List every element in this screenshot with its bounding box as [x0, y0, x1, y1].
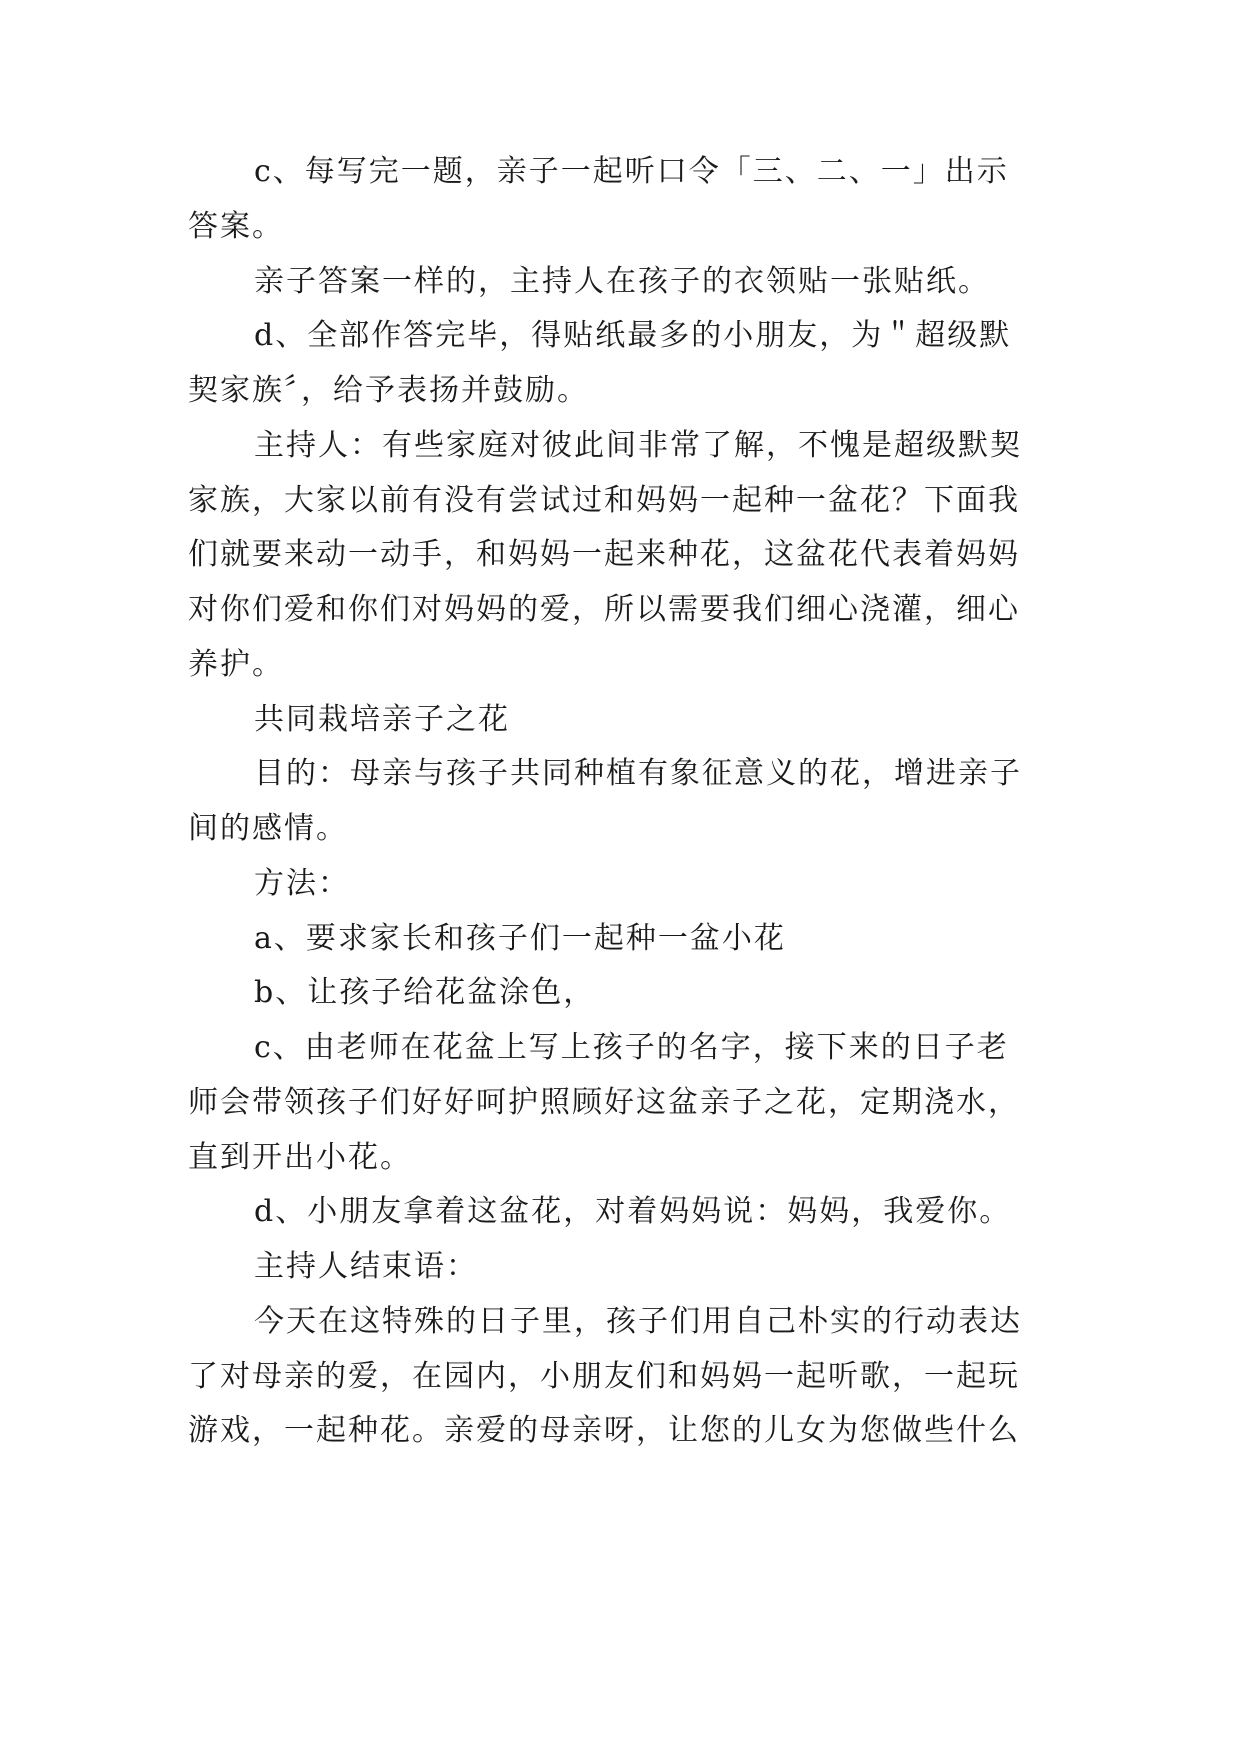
text-line: c、每写完一题，亲子一起听口令「三、二、一」出示	[254, 154, 1009, 189]
text-line: 们就要来动一动手，和妈妈一起来种花，这盆花代表着妈妈	[188, 537, 1020, 573]
text-line: 方法：	[254, 865, 350, 901]
text-line: 对你们爱和你们对妈妈的爱，所以需要我们细心浇灌，细心	[188, 592, 1020, 627]
text-line: 师会带领孩子们好好呵护照顾好这盆亲子之花，定期浇水，	[188, 1084, 1020, 1120]
text-line: a、要求家长和孩子们一起种一盆小花	[254, 920, 786, 956]
text-line: 直到开出小花。	[188, 1139, 412, 1175]
text-line: 养护。	[188, 646, 284, 682]
text-line: 亲子答案一样的，主持人在孩子的衣领贴一张贴纸。	[254, 263, 990, 299]
text-line: 主持人结束语：	[254, 1249, 478, 1284]
text-line: 家族，大家以前有没有尝试过和妈妈一起种一盆花？下面我	[188, 482, 1020, 518]
text-line: 共同栽培亲子之花	[254, 701, 510, 737]
text-line: d、全部作答完毕，得贴纸最多的小朋友，为＂超级默	[254, 318, 1012, 354]
text-line: 游戏，一起种花。亲爱的母亲呀，让您的儿女为您做些什么	[188, 1413, 1020, 1449]
text-line: 了对母亲的爱，在园内，小朋友们和妈妈一起听歌，一起玩	[188, 1358, 1020, 1394]
text-line: 间的感情。	[188, 811, 348, 846]
text-line: 契家族〞，给予表扬并鼓励。	[188, 373, 589, 408]
text-line: b、让孩子给花盆涂色，	[254, 975, 596, 1011]
text-line: c、由老师在花盆上写上孩子的名字，接下来的日子老	[254, 1030, 1009, 1065]
text-line: 答案。	[188, 208, 284, 244]
text-line: 主持人：有些家庭对彼此间非常了解，不愧是超级默契	[254, 427, 1022, 463]
text-line: 目的：母亲与孩子共同种植有象征意义的花，增进亲子	[254, 756, 1022, 792]
text-line: 今天在这特殊的日子里，孩子们用自己朴实的行动表达	[254, 1303, 1022, 1339]
text-line: d、小朋友拿着这盆花，对着妈妈说：妈妈，我爱你。	[254, 1194, 1012, 1230]
